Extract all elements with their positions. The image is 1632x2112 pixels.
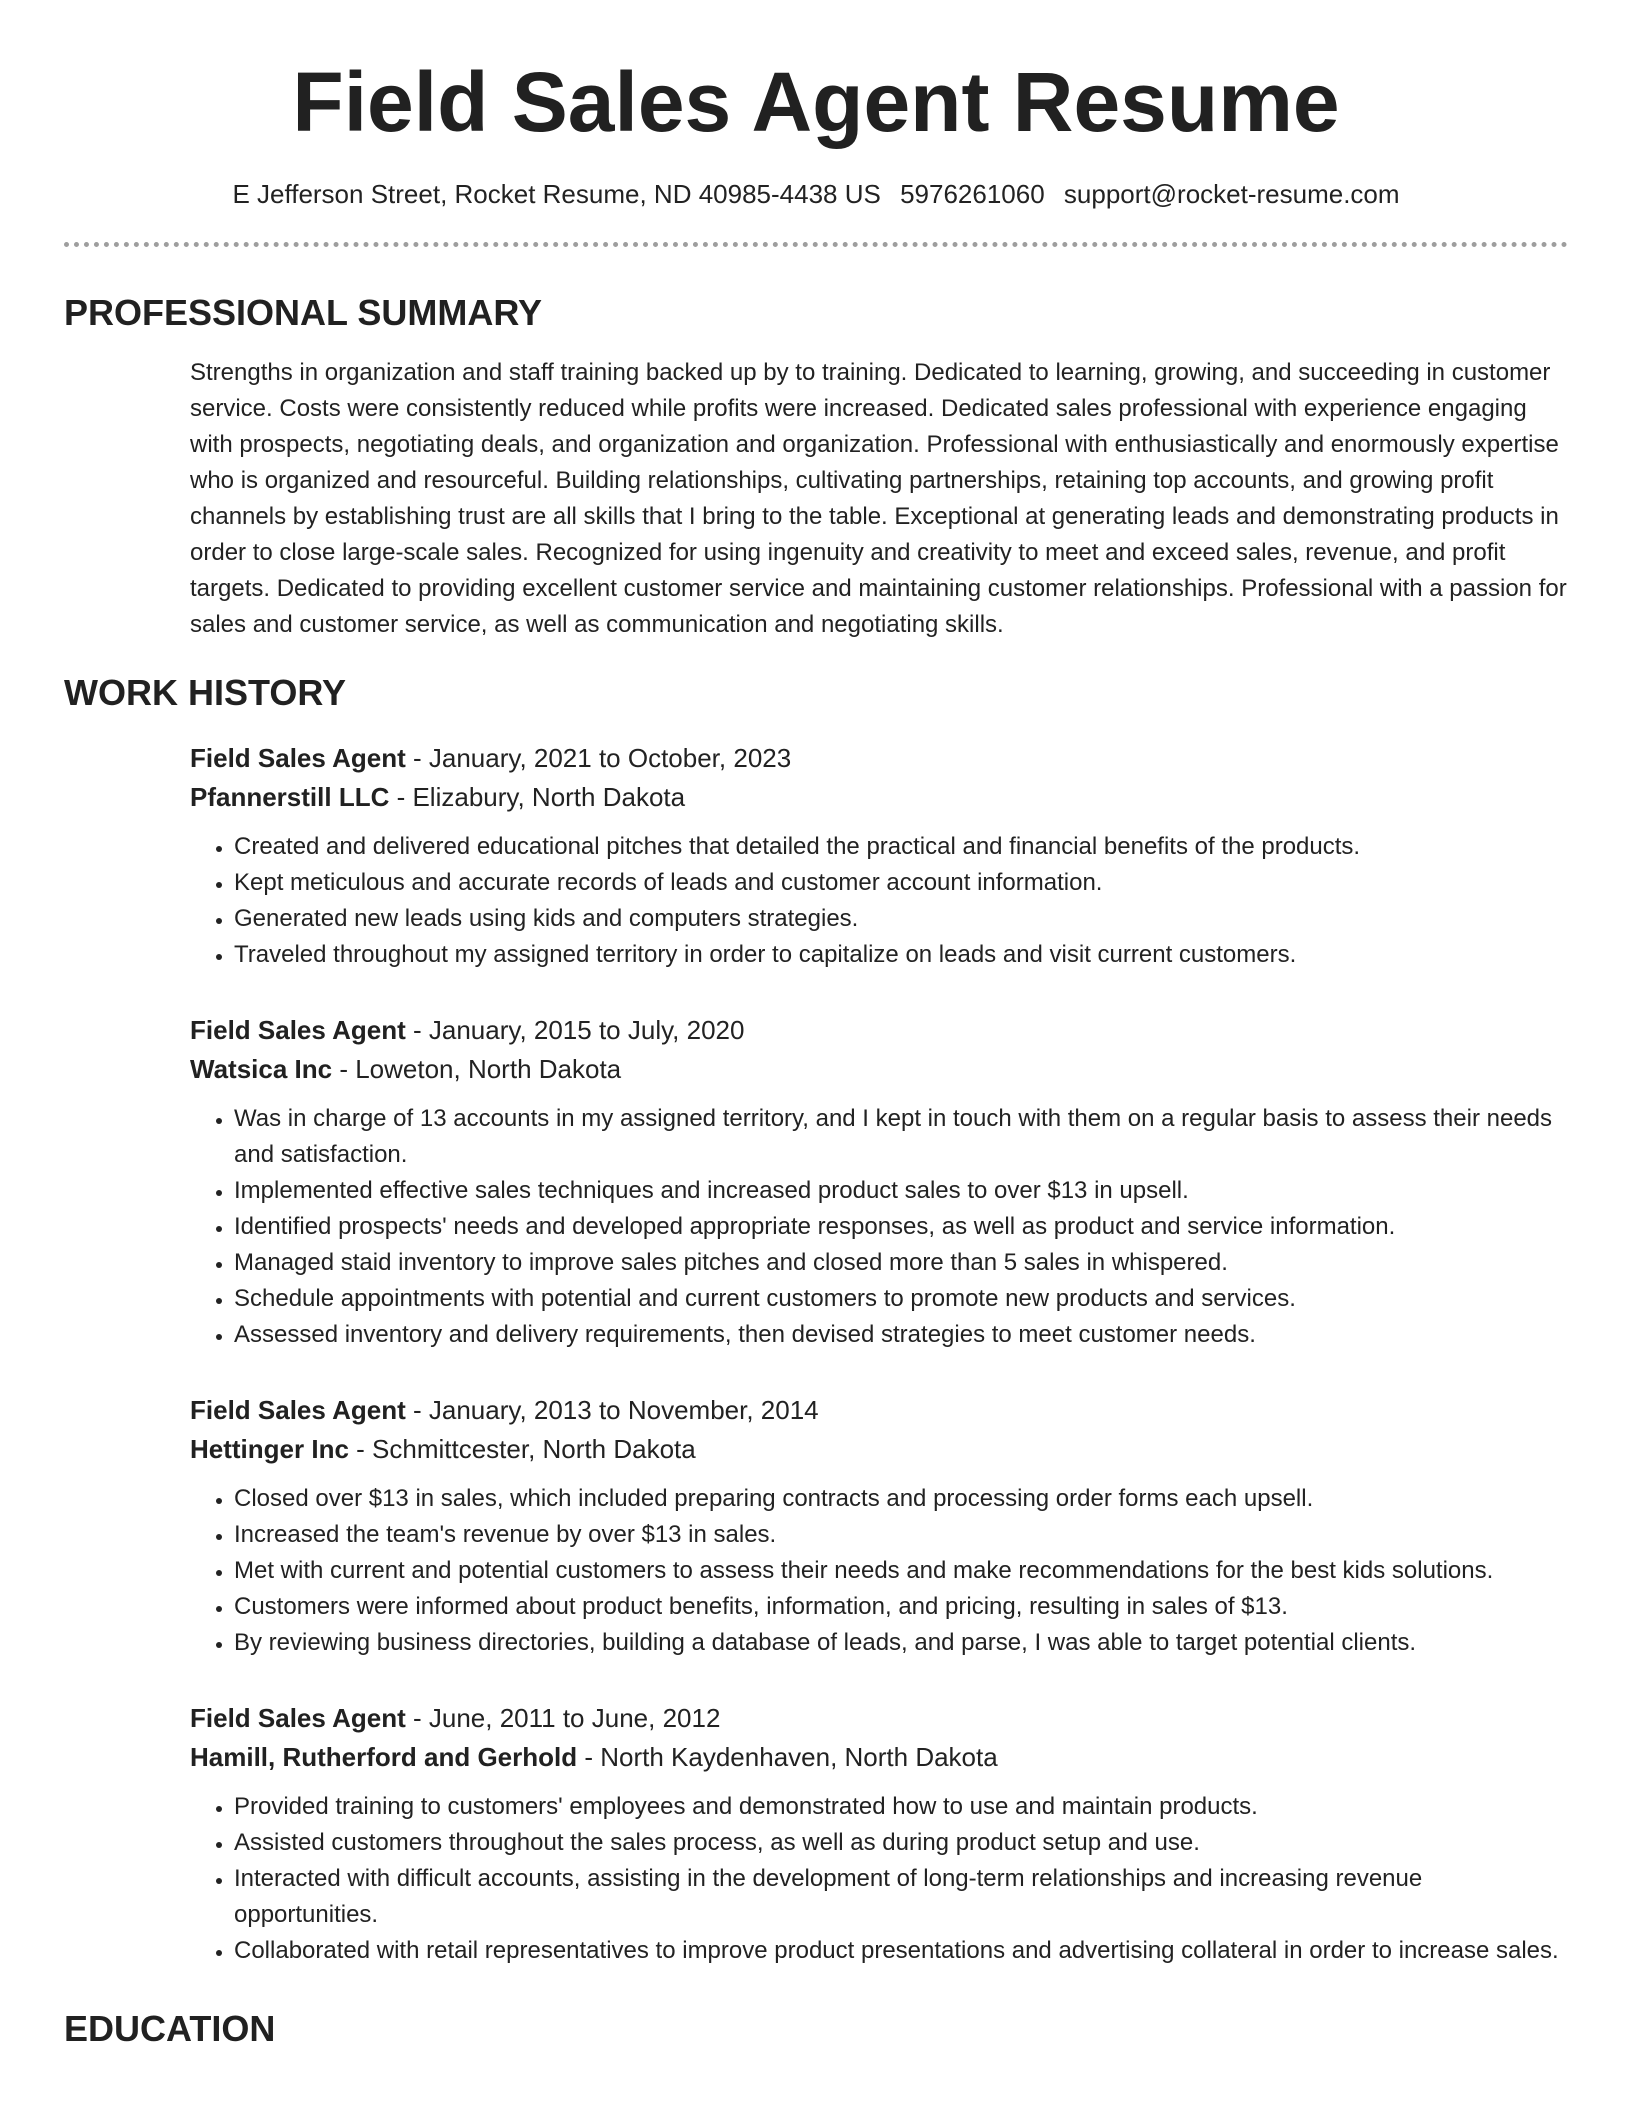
job-bullet: • Created and delivered educational pitches that detailed the practical and financial benefits of the products. xyxy=(234,829,1568,865)
job-bullet: • Customers were informed about product benefits, information, and pricing, resulting in sales of $13. xyxy=(234,1589,1568,1625)
job-bullets xyxy=(190,1481,1568,1661)
job-title: Field Sales Agent xyxy=(190,1395,406,1425)
job-dates: - January, 2013 to November, 2014 xyxy=(405,1395,819,1425)
job-title-line xyxy=(190,739,1568,778)
job-company-line xyxy=(190,1050,1568,1089)
job-entry xyxy=(190,1011,1568,1353)
job-bullet: • Closed over $13 in sales, which included preparing contracts and processing order forms each upsell. xyxy=(234,1481,1568,1517)
job-company: Hettinger Inc xyxy=(190,1434,349,1464)
resume-title: Field Sales Agent Resume xyxy=(292,55,1340,149)
job-bullet: • Kept meticulous and accurate records of leads and customer account information. xyxy=(234,865,1568,901)
job-company-line xyxy=(190,1430,1568,1469)
job-entry xyxy=(190,1699,1568,1969)
job-title: Field Sales Agent xyxy=(190,1703,406,1733)
job-bullets xyxy=(190,1789,1568,1969)
job-title-line xyxy=(190,1699,1568,1738)
job-bullet: • Met with current and potential customers to assess their needs and make recommendations for the best kids solutions. xyxy=(234,1553,1568,1589)
job-title-line xyxy=(190,1391,1568,1430)
contact-email: support@rocket-resume.com xyxy=(1063,179,1400,209)
job-entry xyxy=(190,1391,1568,1661)
job-bullets xyxy=(190,1101,1568,1353)
job-bullet: • Provided training to customers' employees and demonstrated how to use and maintain products. xyxy=(234,1789,1568,1825)
job-location: - Elizabury, North Dakota xyxy=(389,782,686,812)
job-bullet: • Managed staid inventory to improve sales pitches and closed more than 5 sales in whispered. xyxy=(234,1245,1568,1281)
summary-heading: PROFESSIONAL SUMMARY xyxy=(64,292,543,333)
job-bullet: • Generated new leads using kids and computers strategies. xyxy=(234,901,1568,937)
job-bullet: • Assisted customers throughout the sales process, as well as during product setup and use. xyxy=(234,1825,1568,1861)
resume-page xyxy=(64,0,1568,2051)
job-location: - Loweton, North Dakota xyxy=(332,1054,622,1084)
contact-phone: 5976261060 xyxy=(900,179,1045,209)
job-title: Field Sales Agent xyxy=(190,1015,406,1045)
work-history-heading: WORK HISTORY xyxy=(64,672,347,713)
job-entry xyxy=(190,739,1568,973)
job-dates: - January, 2015 to July, 2020 xyxy=(405,1015,745,1045)
header-divider xyxy=(64,242,1568,247)
job-company: Hamill, Rutherford and Gerhold xyxy=(190,1742,578,1772)
job-company-line xyxy=(190,778,1568,817)
job-dates: - June, 2011 to June, 2012 xyxy=(405,1703,721,1733)
contact-line xyxy=(64,176,1568,212)
job-bullet: • By reviewing business directories, building a database of leads, and parse, I was able to target potential clients. xyxy=(234,1625,1568,1661)
job-bullet: • Traveled throughout my assigned territory in order to capitalize on leads and visit current customers. xyxy=(234,937,1568,973)
summary-text: Strengths in organization and staff training backed up by to training. Dedicated to learning, growing, and succeeding in customer service. Costs were consistently reduced while profits were increased. Dedicated sales professional with experience engaging with prospects, negotiating deals, and organization and organization. Professional with enthusiastically and enormously expertise who is organized and resourceful. Building relationships, cultivating partnerships, retaining top accounts, and growing profit channels by establishing trust are all skills that I bring to the table. Exceptional at generating leads and demonstrating products in order to close large-scale sales. Recognized for using ingenuity and creativity to meet and exceed sales, revenue, and profit targets. Dedicated to providing excellent customer service and maintaining customer relationships. Professional with a passion for sales and customer service, as well as communication and negotiating skills. xyxy=(190,359,1567,638)
job-bullet: • Schedule appointments with potential and current customers to promote new products and services. xyxy=(234,1281,1568,1317)
job-bullet: • Implemented effective sales techniques and increased product sales to over $13 in upsell. xyxy=(234,1173,1568,1209)
education-heading: EDUCATION xyxy=(64,2008,276,2049)
job-company-line xyxy=(190,1738,1568,1777)
job-bullet: • Collaborated with retail representatives to improve product presentations and advertising collateral in order to increase sales. xyxy=(234,1933,1568,1969)
job-company: Watsica Inc xyxy=(190,1054,333,1084)
job-bullet: • Assessed inventory and delivery requirements, then devised strategies to meet customer needs. xyxy=(234,1317,1568,1353)
job-company: Pfannerstill LLC xyxy=(190,782,390,812)
job-location: - Schmittcester, North Dakota xyxy=(348,1434,696,1464)
contact-address: E Jefferson Street, Rocket Resume, ND 40985-4438 US xyxy=(232,179,881,209)
job-bullet: • Was in charge of 13 accounts in my assigned territory, and I kept in touch with them on a regular basis to assess their needs and satisfaction. xyxy=(234,1101,1568,1173)
job-title-line xyxy=(190,1011,1568,1050)
job-bullet: • Interacted with difficult accounts, assisting in the development of long-term relationships and increasing revenue opportunities. xyxy=(234,1861,1568,1933)
job-bullet: • Identified prospects' needs and developed appropriate responses, as well as product and service information. xyxy=(234,1209,1568,1245)
job-dates: - January, 2021 to October, 2023 xyxy=(405,743,792,773)
job-title: Field Sales Agent xyxy=(190,743,406,773)
job-bullets xyxy=(190,829,1568,973)
job-bullet: • Increased the team's revenue by over $13 in sales. xyxy=(234,1517,1568,1553)
job-location: - North Kaydenhaven, North Dakota xyxy=(577,1742,998,1772)
